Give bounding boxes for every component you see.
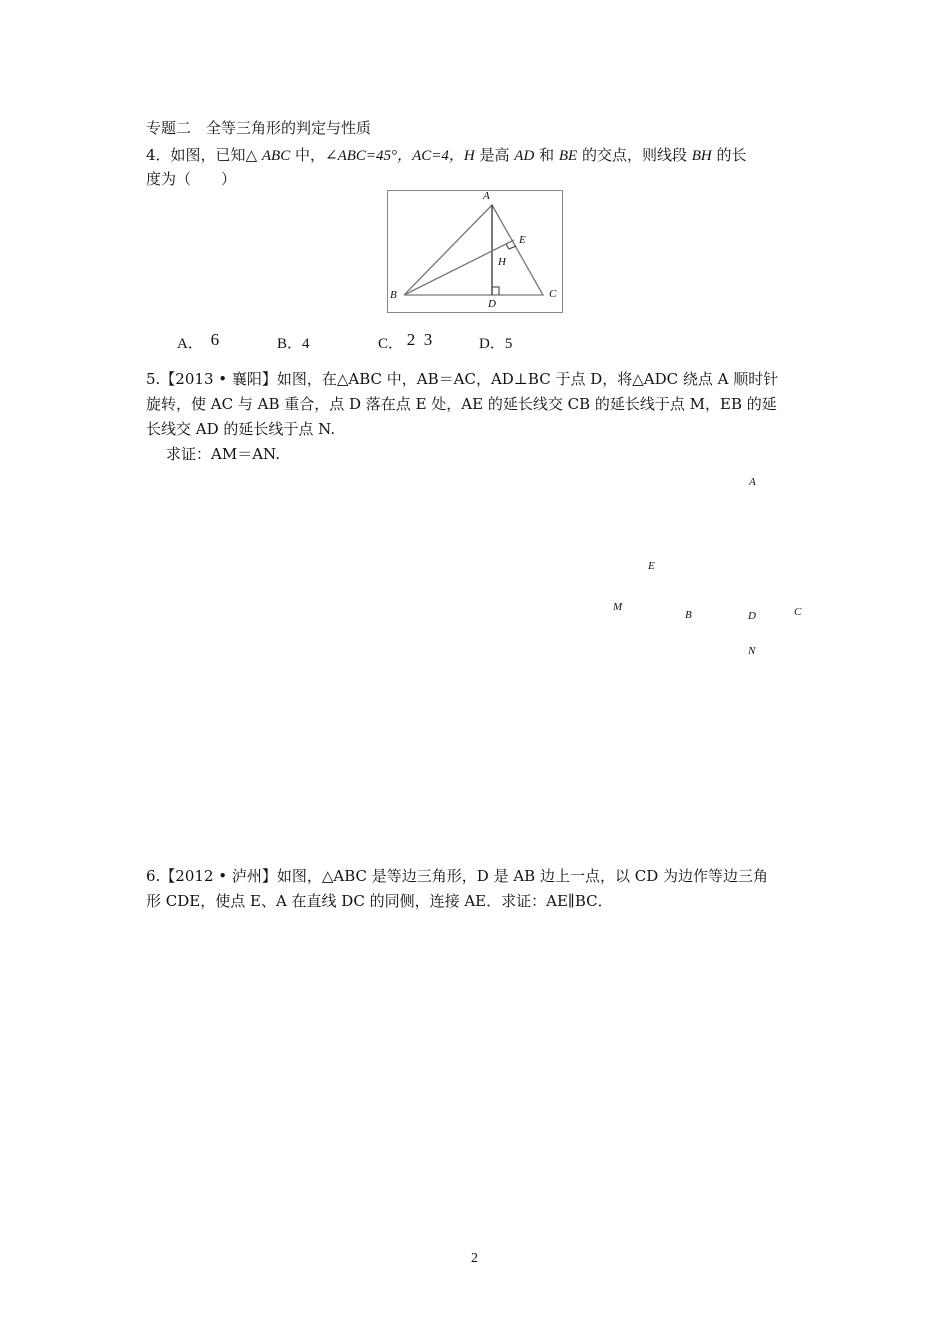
q5-label-b: B [685,609,692,621]
q4-angle: ∠ABC=45°， [325,148,413,164]
q4-bh: BH [691,148,712,164]
q4-line2: 度为（ ） [146,170,237,188]
q4-right-angle-d [492,287,499,295]
q4-label-h: H [498,256,506,268]
q4-label-c: C [549,288,557,300]
q5-label-e: E [648,560,655,572]
q4-option-a [177,332,219,353]
q5-line4: 求证：AM＝AN. [166,445,280,463]
q5-line2: 旋转，使 AC 与 AB 重合，点 D 落在点 E 处，AE 的延长线交 CB 的延长线于点 M，EB 的延 [146,395,777,413]
q6-line2: 形 CDE，使点 E、A 在直线 DC 的同侧，连接 AE．求证：AE∥BC． [146,892,613,910]
q4-ad: AD [514,148,535,164]
section-title: 专题二 全等三角形的判定与性质 [146,119,372,137]
q4-tri: △ [245,146,258,164]
q4-option-a-value: 6 [210,330,220,349]
q4-abc: ABC [261,148,291,164]
q4-label-e: E [519,234,526,246]
q4-figure-svg [387,190,563,313]
q4-he: 和 [539,146,555,164]
q4-option-d [479,332,512,353]
q4-be: BE [558,148,578,164]
q4-num: 4． [146,146,171,164]
q5-label-c: C [794,606,802,618]
q4-text-a: 如图，已知 [170,146,246,164]
q4-option-b-value: 4 [302,336,310,352]
q4-h: H [463,148,475,164]
q5-line3: 长线交 AD 的延长线于点 N. [146,420,336,438]
q5-line1: 5.【2013 • 襄阳】如图，在△ABC 中，AB＝AC，AD⊥BC 于点 D，将△ADC 绕点 A 顺时针 [146,370,779,388]
q4-option-c-letter: C． [378,336,404,352]
q4-shi: 是高 [479,146,510,164]
q4-option-c-value: 2 3 [406,330,433,349]
q4-option-d-value: 5 [504,336,513,352]
q4-option-b-letter: B． [277,336,303,352]
q4-de: 的长 [716,146,747,164]
q4-triangle-abc [404,205,543,295]
q4-option-d-letter: D． [479,336,505,352]
page-number: 2 [471,1251,478,1266]
q4-option-a-letter: A． [177,336,203,352]
q6-line1: 6.【2012 • 泸州】如图，△ABC 是等边三角形，D 是 AB 边上一点，以 CD 为边作等边三角 [146,867,769,885]
q4-option-c [378,332,432,353]
q4-line1 [146,145,747,166]
q4-ac: AC=4， [412,148,464,164]
q5-label-n: N [748,645,756,657]
q4-zhong: 中， [295,146,326,164]
q4-figure-frame [388,191,563,313]
q4-option-b [277,332,310,353]
q5-label-a: A [749,476,756,488]
q4-label-a: A [483,190,490,202]
q4-label-b: B [390,289,397,301]
q4-figure [387,190,563,313]
q5-label-m: M [613,601,623,613]
q4-jiao: 的交点，则线段 [581,146,687,164]
q5-label-d: D [748,610,756,622]
q4-label-d: D [488,298,496,310]
